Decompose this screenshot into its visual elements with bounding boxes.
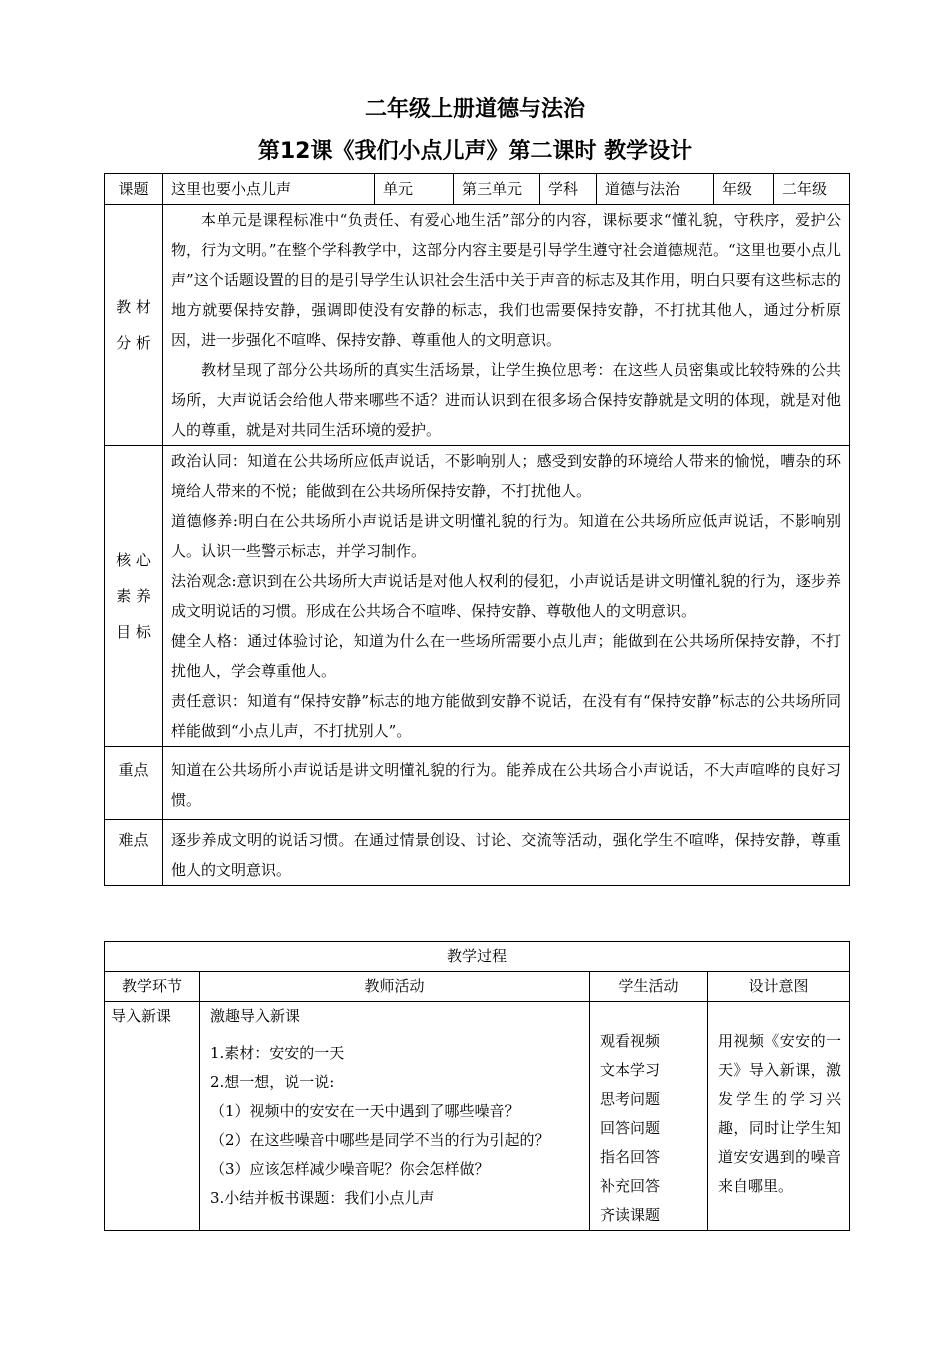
col-student-header: 学生活动 <box>590 972 708 1002</box>
objective-item: 健全人格：通过体验讨论，知道为什么在一些场所需要小点儿声；能做到在公共场所保持安静，不打扰他人，学会尊重他人。 <box>171 632 841 680</box>
teacher-activity-line: 激趣导入新课 <box>210 1007 301 1025</box>
student-activity-cell <box>590 1002 708 1231</box>
analysis-label-line2: 分 析 <box>116 334 151 352</box>
info-row <box>105 174 850 205</box>
analysis-paragraph: 本单元是课程标准中“负责任、有爱心地生活”部分的内容，课标要求“懂礼貌，守秩序，爱护公物，行为文明。”在整个学科教学中，这部分内容主要是引导学生遵守社会道德规范。“这里也要小点儿声”这个话题设置的目的是引导学生认识社会生活中关于声音的标志及其作用，明白只要有这些标志的地方就要保持安静，强调即使没有安静的标志，我们也需要保持安静，不打扰其他人，通过分析原因，进一步强化不喧哗、保持安静、尊重他人的文明意识。 <box>171 211 841 349</box>
analysis-label <box>105 205 163 446</box>
design-intent-cell <box>708 1002 850 1231</box>
objectives-label-line1: 核 心 <box>116 551 151 569</box>
subject-value: 道德与法治 <box>597 174 714 205</box>
grade-value: 二年级 <box>774 174 850 205</box>
grade-label: 年级 <box>714 174 774 205</box>
lesson-value: 这里也要小点儿声 <box>163 174 375 205</box>
unit-label: 单元 <box>375 174 454 205</box>
objective-item: 法治观念:意识到在公共场所大声说话是对他人权利的侵犯，小声说话是讲文明懂礼貌的行为，逐步养成文明说话的习惯。形成在公共场合不喧哗、保持安静、尊敬他人的文明意识。 <box>171 572 841 620</box>
design-intent-text: 用视频《安安的一天》导入新课，激发学生的学习兴趣，同时让学生知道安安遇到的噪音来自哪里。 <box>718 1032 842 1195</box>
student-activity-line: 观看视频 <box>600 1032 661 1050</box>
key-point-label: 重点 <box>105 747 163 820</box>
objectives-label-line3: 目 标 <box>116 623 151 641</box>
teacher-activity-line: （2）在这些噪音中哪些是同学不当的行为引起的？ <box>210 1131 550 1149</box>
student-activity-line: 补充回答 <box>600 1177 661 1195</box>
teacher-activity-line: （3）应该怎样减少噪音呢？你会怎样做？ <box>210 1160 490 1178</box>
objective-item: 道德修养:明白在公共场所小声说话是讲文明懂礼貌的行为。知道在公共场所应低声说话，不影响别人。认识一些警示标志，并学习制作。 <box>171 512 841 560</box>
difficulty-label: 难点 <box>105 820 163 886</box>
difficulty-text <box>163 820 850 886</box>
student-activity-line: 指名回答 <box>600 1148 661 1166</box>
key-point-row <box>105 747 850 820</box>
lesson-title: 第12课《我们小点儿声》第二课时 教学设计 <box>257 139 693 164</box>
process-title: 教学过程 <box>105 942 850 972</box>
document-title: 二年级上册道德与法治 <box>364 97 585 122</box>
analysis-row <box>105 205 850 446</box>
unit-value: 第三单元 <box>454 174 540 205</box>
process-title-row <box>105 942 850 972</box>
key-point-paragraph: 知道在公共场所小声说话是讲文明懂礼貌的行为。能养成在公共场合小声说话，不大声喧哗的良好习惯。 <box>171 761 841 809</box>
teacher-activity-line: 2.想一想，说一说: <box>210 1073 335 1091</box>
objective-item: 政治认同：知道在公共场所应低声说话，不影响别人；感受到安静的环境给人带来的愉悦，嘈杂的环境给人带来的不悦；能做到在公共场所保持安静，不打扰他人。 <box>171 452 841 500</box>
stage-cell: 导入新课 <box>105 1002 200 1231</box>
col-intent-header: 设计意图 <box>708 972 850 1002</box>
student-activity-line: 回答问题 <box>600 1119 661 1137</box>
process-row <box>105 1002 850 1231</box>
analysis-label-line1: 教 材 <box>116 298 151 316</box>
objective-item: 责任意识：知道有“保持安静”标志的地方能做到安静不说话，在没有有“保持安静”标志的公共场所同样能做到“小点儿声，不打扰别人”。 <box>171 692 841 740</box>
difficulty-paragraph: 逐步养成文明的说话习惯。在通过情景创设、讨论、交流等活动，强化学生不喧哗，保持安静，尊重他人的文明意识。 <box>171 831 841 879</box>
student-activity-line: 文本学习 <box>600 1061 661 1079</box>
student-activity-line: 思考问题 <box>600 1090 661 1108</box>
lesson-label: 课题 <box>105 174 163 205</box>
difficulty-row <box>105 820 850 886</box>
objectives-label-line2: 素 养 <box>116 587 151 605</box>
objectives-row <box>105 446 850 747</box>
teacher-activity-cell <box>200 1002 590 1231</box>
key-point-text <box>163 747 850 820</box>
lesson-info-table <box>104 173 850 886</box>
objectives-label <box>105 446 163 747</box>
teaching-process-table <box>104 941 850 1231</box>
analysis-content <box>163 205 850 446</box>
col-stage-header: 教学环节 <box>105 972 200 1002</box>
process-header-row <box>105 972 850 1002</box>
analysis-paragraph: 教材呈现了部分公共场所的真实生活场景，让学生换位思考：在这些人员密集或比较特殊的公共场所，大声说话会给他人带来哪些不适？进而认识到在很多场合保持安静就是文明的体现，就是对他人的尊重，就是对共同生活环境的爱护。 <box>171 361 841 439</box>
objectives-content <box>163 446 850 747</box>
teacher-activity-line: 3.小结并板书课题：我们小点儿声 <box>210 1189 435 1207</box>
student-activity-line: 齐读课题 <box>600 1206 661 1224</box>
teacher-activity-line: （1）视频中的安安在一天中遇到了哪些噪音？ <box>210 1102 520 1120</box>
teacher-activity-line: 1.素材：安安的一天 <box>210 1044 345 1062</box>
subject-label: 学科 <box>540 174 597 205</box>
col-teacher-header: 教师活动 <box>200 972 590 1002</box>
